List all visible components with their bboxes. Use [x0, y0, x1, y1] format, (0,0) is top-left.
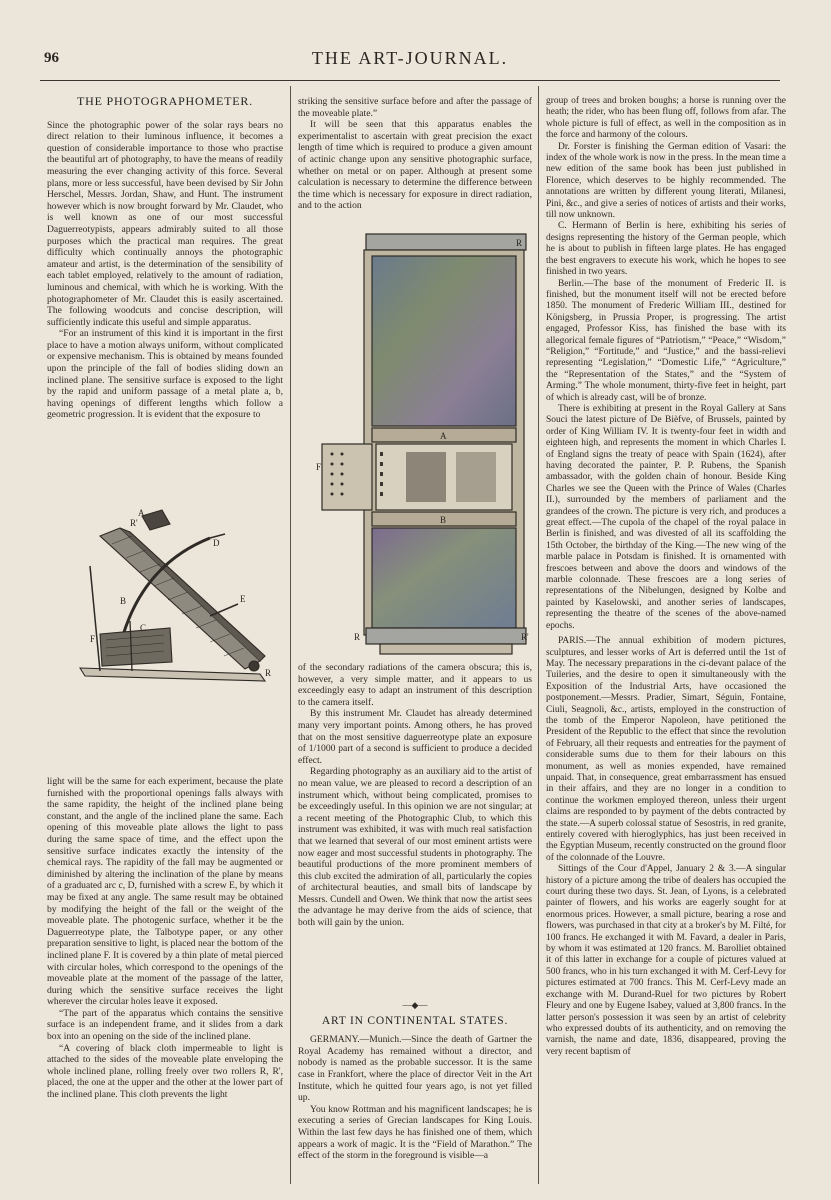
figure-label: B — [120, 596, 127, 606]
paragraph: Regarding photography as an auxiliary aid to the artist of no mean value, we are pleased to record a description of an instrument which, without being complicated, promises to be exceedingly useful. In this opinion we are not singular; at a recent meeting of the Photographic Club, to which this instrument was exhibited, it was with much real satisfaction that we learned that several of our most eminent artists were now eager and most successful students in photography. The beautiful productions of the more prominent members of this club excited the admiration of all, particularly the copies of architectural beauties, and small bits of landscape by Messrs. Cundell and Owen. We think that now the artist sees the advantage he may derive from the aids of science, that both will gain by the union. — [298, 766, 532, 929]
article-heading-photographometer: THE PHOTOGRAPHOMETER. — [77, 94, 253, 108]
figure-label: F — [90, 634, 96, 644]
paragraph: By this instrument Mr. Claudet has already determined many very important points. Among others, he has proved that on the most sensitive daguerreotype plate an exposure of 1/1000 part of a second is sufficient to produce a decided effect. — [298, 708, 532, 766]
paragraph: group of trees and broken boughs; a horse is running over the heath; the rider, who has been flung off, follows from afar. The whole picture is full of effect, as well in the composition as in the force and harmony of the colours. — [546, 96, 786, 141]
photographometer-drawing — [316, 230, 536, 660]
figure-label: D — [213, 538, 220, 548]
page-header — [40, 40, 780, 81]
journal-title: THE ART-JOURNAL. — [311, 48, 509, 68]
column-rule-2 — [538, 86, 539, 1184]
paragraph: PARIS.—The annual exhibition of modern pictures, sculptures, and lesser works of Art is deferred until the 1st of May. The necessary preparations in the ci-devant palace of the Tuileries, and the desire to open it simultaneously with the Exposition of the Industrial Arts, have occasioned the postponement.—Messrs. Pradier, Simart, Séguin, Fontaine, Ciuli, Seagnoli, &c., artists, employed in the construction of the tomb of the Emperor Napoleon, have petitioned the President of the Republic to the effect that since the revolution of February, all their requests and entreaties for the payment of considerable sums due to them for their labours on this monument, as well as monies expended, have remained unpaid. That, in consequence, great embarrassment has ensued in their affairs, and they are no longer in a condition to continue the workmen employed thereon, unless their urgent claims are responded to by payment of the debts contracted by the state.—A superb colossal statue of Sesostris, in red granite, entirely covered with hieroglyphics, has just been received in the Egyptian Museum, recently constructed on the ground floor of the colonnade of the Louvre. — [546, 636, 786, 863]
column-3 — [546, 96, 786, 1058]
figure-label: B — [440, 515, 447, 525]
paragraph: of the secondary radiations of the camera obscura; this is, however, a very simple matter, and it appears to us exceedingly easy to adapt an instrument of this description to the camera itself. — [298, 662, 532, 708]
paragraph: Sittings of the Cour d'Appel, January 2 & 3.—A singular history of a picture among the tribe of dealers has occupied the court during these two days. St. Jean, of Lyons, is a celebrated painter of flowers, and his works are eagerly sought for at enormous prices. However, a small picture, bearing a rose and flowers, was purchased in that city at a broker's by M. Filté, for 100 francs. He exchanged it with M. Favard, a dealer in Paris, by whom it was estimated at 120 francs. M. Barolliet obtained it of this latter in exchange for a couple of pictures valued at 500 francs, who in his turn exchanged it with M. Cerf-Levy for pictures estimated at 700 francs. This M. Cerf-Levy made an exchange with M. Durand-Ruel for two pictures by Robert Fleury and one by Eugene Isabey, valued at 3,800 francs. In the latter person's possession it was seen by an artist of celebrity who expressed doubts of its authenticity, and on removing the varnish, the name and date, 1836, disappeared, proving the very recent baptism of — [546, 864, 786, 1057]
figure-label: R — [354, 632, 361, 642]
paragraph: “For an instrument of this kind it is important in the first place to have a motion always uniform, without complicated or expensive mechanism. This is obtained by means founded upon the principle of the fall of bodies sliding down an inclined plane. The sensitive surface is exposed to the light by the rapid and uniform passage of a metal plate a, b, having openings of different lengths which follow a geometric progression. It is evident that the exposure to — [47, 328, 283, 421]
paragraph: “A covering of black cloth impermeable to light is attached to the sides of the moveable plate enveloping the whole inclined plane, rolling freely over two rollers R, R', placed, the one at the upper and the other at the lower part of the inclined plane. This cloth prevents the light — [47, 1042, 283, 1101]
section-divider: —◆— — [402, 1000, 428, 1010]
paragraph: striking the sensitive surface before and after the passage of the moveable plate.” — [298, 96, 532, 119]
column-2-mid — [298, 662, 532, 929]
paragraph: Dr. Forster is finishing the German edition of Vasari: the index of the whole work is now in the press. In the mean time a new edition of the same book has been just published in Florence, which deserves to be highly recommended. The annotations are written by different young literati, Milanesi, Pini, &c., and give a series of notices of artists and their works, till now unknown. — [546, 141, 786, 221]
column-2-top — [298, 96, 532, 212]
figure-label: F — [316, 462, 322, 472]
paragraph: light will be the same for each experiment, because the plate furnished with the proportional openings falls always with the same rapidity, the height of the inclined plane being constant, and the angle of the inclined plane the same. Each opening of this moveable plate allows the light to pass during the same space of time, and the effect upon the sensitive surface indicates exactly the intensity of the chemical rays. The rapidity of the fall may be augmented or diminished by altering the inclination of the plane by means of a graduated arc c, D, furnished with a screw E, by which it may be fixed at any angle. The same result may be obtained by modifying the height of the fall or the weight of the moveable plate. The photogenic surface, whether it be the Daguerreotype plate, the Talbotype paper, or any other preparation sensitive to light, is placed near the bottom of the inclined plane F. It is covered by a thin plate of metal pierced with circular holes, which correspond to the openings of the moveable plate at the moment of the passage of the latter, during which the sensitive surface receives the light wherever the circular holes leave it exposed. — [47, 776, 283, 1008]
figure-label: R' — [521, 632, 529, 642]
figure-label: R' — [130, 518, 138, 528]
paragraph: “The part of the apparatus which contains the sensitive surface is an independent frame, and it slides from a dark box into an opening on the side of the inclined plane. — [47, 1007, 283, 1043]
paragraph: There is exhibiting at present in the Royal Gallery at Sans Souci the latest picture of De Bièfve, of Brussels, painted by order of King William IV. It is twenty-four feet in width and eighteen high, and represents the moment in which Charles I. of England signs the treaty of peace with Spain (1624), after having decorated the painter, P. P. Rubens, the Spanish ambassador, with the golden chain of honour. Beside King Charles we see the Queen with the Prince of Wales (Charles II.), surrounded by the members of parliament and the grandees of the crown. The picture is very rich, and produces a great effect.—The cupola of the chapel of the royal palace in Berlin is finished, and was divested of all its scaffolding the 15th October, the birthday of the King.—The new wing of the marble palace in Potsdam is finished. It is ornamented with frescoes between and above the doors and windows of the marble colonnade. These frescoes are a long series of representations of the Nibelungen, designed by Kolbe and painted by Kaselowski, and another series of landscapes, representing the theatre of the scenes of the above-named epochs. — [546, 403, 786, 631]
column-2-bottom — [298, 1000, 532, 1162]
figure-label: C — [140, 623, 147, 633]
figure-inclined-plane — [60, 506, 285, 691]
paragraph: Berlin.—The base of the monument of Frederic II. is finished, but the monument itself will not be erected before 1850. The monument of Frederic William III., destined for Königsberg, in Prussia Proper, is progressing. The artist engaged, Professor Kiss, has finished the base with its allegorical female figures of “Patriotism,” “Peace,” “Wisdom,” “Religion,” “Fortitude,” and “Justice,” and the bassi-relievi representing “Legislation,” “Domestic Life,” “Agriculture,” the “Representation of the States,” and the “System of Arming.” The whole monument, thirty-five feet in height, part of which is already cast, will be of bronze. — [546, 278, 786, 403]
paragraph: It will be seen that this apparatus enables the experimentalist to ascertain with great precision the exact length of time which is required to produce a given amount of actinic change upon any sensitive photographic surface, whether on metal or on paper. Although at present some calculation is necessary to determine the difference between the time which is necessary for exposure in direct radiation, and to the action — [298, 119, 532, 212]
article-heading-continental: ART IN CONTINENTAL STATES. — [321, 1014, 509, 1027]
figure-photographometer-front — [316, 230, 536, 660]
column-1-bottom — [47, 776, 283, 1101]
page-number: 96 — [44, 50, 59, 66]
paragraph: GERMANY.—Munich.—Since the death of Gartner the Royal Academy has remained without a director, and nobody is named as the probable successor. It is the same case in Frankfort, where the place of director Veit in the Art Institute, which he quitted four years ago, is not yet filled up. — [298, 1034, 532, 1104]
figure-label: A — [440, 431, 447, 441]
figure-label: R — [516, 238, 523, 248]
column-rule-1 — [290, 86, 291, 1184]
column-1-top — [47, 96, 283, 421]
inclined-plane-drawing — [60, 506, 285, 691]
paragraph: C. Hermann of Berlin is here, exhibiting his series of designs representing the history of the German people, which he is about to publish in fifteen large plates. He has engaged the best engravers to execute his work, which he hopes to see finished in two years. — [546, 221, 786, 278]
paragraph: You know Rottman and his magnificent landscapes; he is executing a series of Grecian landscapes for King Louis. Within the last few days he has finished one of them, which appears a work of magic. It is the “Field of Marathon.” The effect of the storm in the foreground is visible—a — [298, 1103, 532, 1162]
figure-label: A — [138, 508, 145, 518]
figure-label: R — [265, 668, 272, 678]
paragraph: Since the photographic power of the solar rays bears no direct relation to their luminous influence, it becomes a question of considerable importance to those who practise the beautiful art of photography, to have the means of readily measuring the ever changing activity of this force. Several plans, more or less successful, have been devised by Sir John Herschel, Messrs. Jordan, Shaw, and Hunt. The instrument however which is now brought forward by Mr. Claudet, who is well known as one of our most successful Daguerreotypists, appears admirably suited to all those purposes which the practical man requires. The great difficulty which continually annoys the photographic amateur and artist, is the determination of the sensibility of each tablet employed, relatively to the amount of radiation, luminous and chemical, with which he is working. With the photographometer of Mr. Claudet this is easily ascertained. The following woodcuts and concise description, will sufficiently indicate this useful and simple apparatus. — [47, 119, 283, 328]
figure-label: E — [240, 594, 246, 604]
